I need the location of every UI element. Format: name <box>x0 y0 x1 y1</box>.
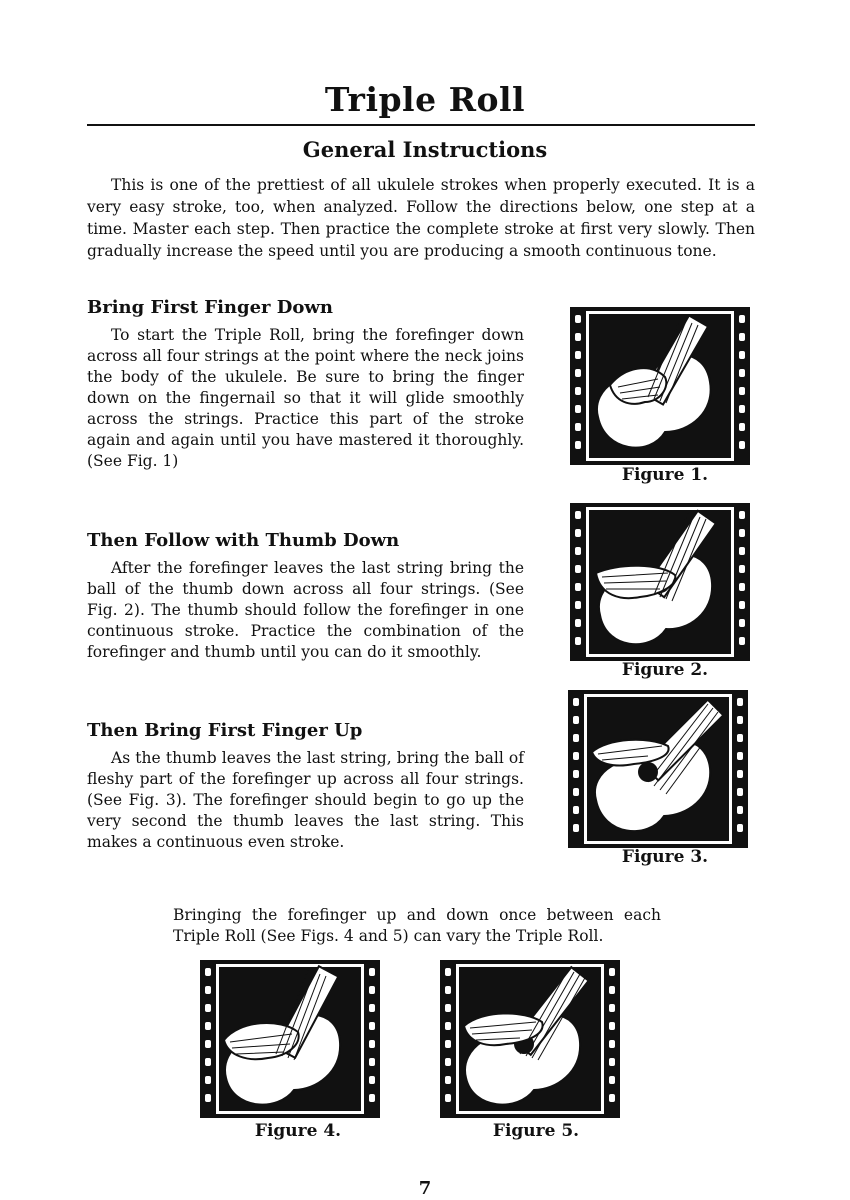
figure-2-caption: Figure 2. <box>621 660 709 680</box>
figure-4-illustration <box>200 960 380 1118</box>
section-heading-finger-up: Then Bring First Finger Up <box>87 720 363 741</box>
page-title: Triple Roll <box>324 80 526 119</box>
section-heading-finger-down: Bring First Finger Down <box>87 297 333 318</box>
figure-4-caption: Figure 4. <box>254 1121 342 1141</box>
section-heading-thumb-down: Then Follow with Thumb Down <box>87 530 400 551</box>
intro-paragraph: This is one of the prettiest of all ukulele strokes when properly executed. It is a very easy stroke, too, when analyzed. Follow the directions below, one step at a time. Master each step. Then practice the complete stroke at first very slowly. Then gradually increase the speed until you are producing a smooth continuous tone. <box>87 176 755 260</box>
section-body-finger-down: To start the Triple Roll, bring the forefinger down across all four strings at the point where the neck joins the body of the ukulele. Be sure to bring the finger down on the fingernail so that it will glide smoothly across the strings. Practice this part of the stroke again and again until you have mastered it thoroughly. (See Fig. 1) <box>87 326 524 470</box>
figure-1-illustration <box>570 307 750 465</box>
title-rule <box>87 124 755 126</box>
figure-1-caption: Figure 1. <box>621 465 709 485</box>
figure-5-illustration <box>440 960 620 1118</box>
section-body-finger-up: As the thumb leaves the last string, bring the ball of fleshy part of the forefinger up across all four strings. (See Fig. 3). The forefinger should begin to go up the very second the thumb leaves the last string. This makes a continuous even stroke. <box>87 749 524 851</box>
figure-3-caption: Figure 3. <box>621 847 709 867</box>
figure-5-caption: Figure 5. <box>492 1121 580 1141</box>
figure-2-illustration <box>570 503 750 661</box>
section-body-thumb-down: After the forefinger leaves the last string bring the ball of the thumb down across all four strings. (See Fig. 2). The thumb should follow the forefinger in one continuous stroke. Practice the combination of the forefinger and thumb until you can do it smoothly. <box>87 559 524 661</box>
page-subtitle: General Instructions <box>302 137 548 162</box>
closing-paragraph: Bringing the forefinger up and down once between each Triple Roll (See Figs. 4 and 5) can vary the Triple Roll. <box>173 906 661 945</box>
figure-3-illustration <box>568 690 748 848</box>
page-number: 7 <box>418 1178 432 1199</box>
